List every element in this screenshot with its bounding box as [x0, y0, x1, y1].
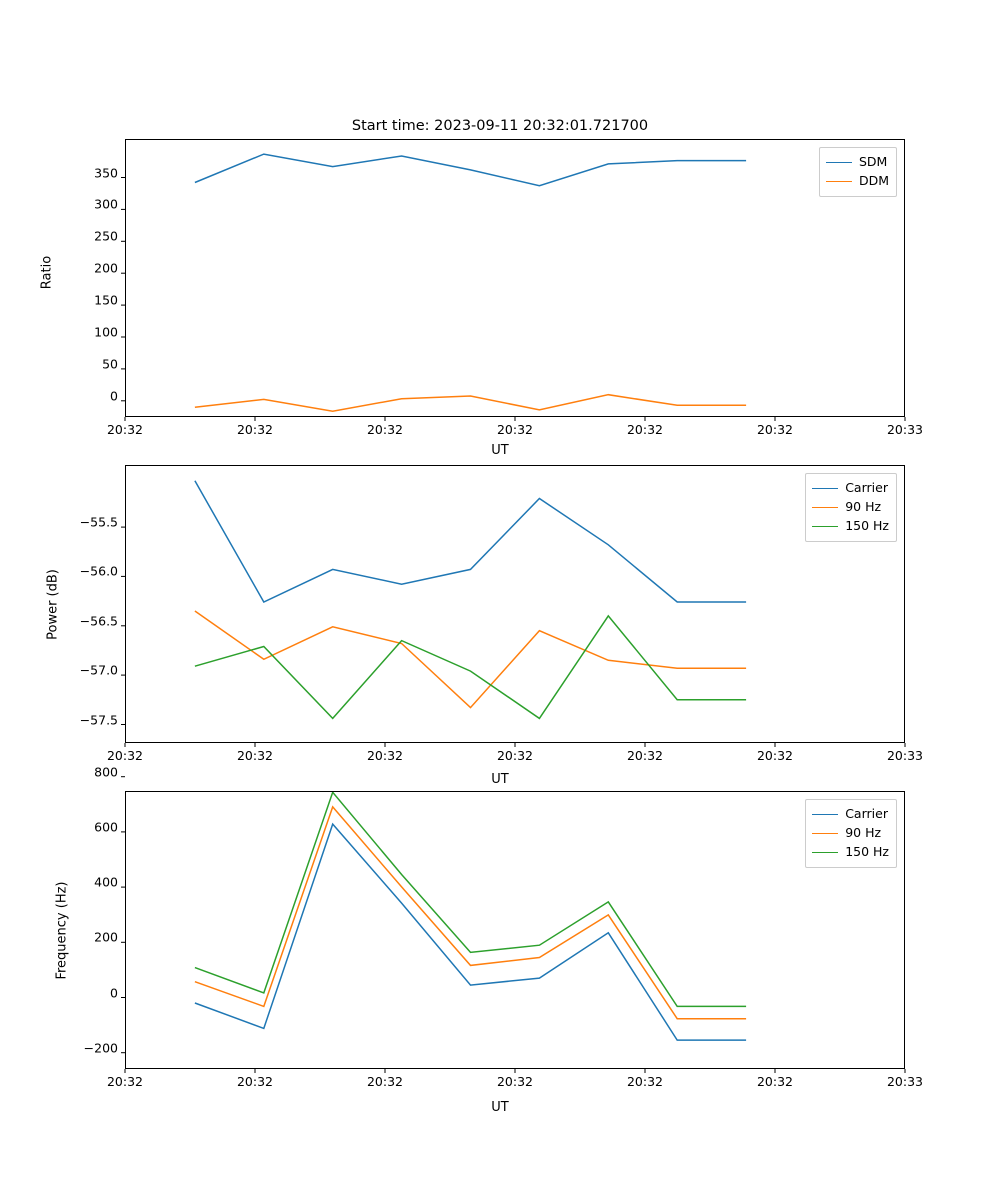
legend-label-150hz: 150 Hz	[845, 518, 889, 534]
panel2-xtick-5: 20:32	[756, 748, 794, 763]
panel1-xtick-1: 20:32	[236, 422, 274, 437]
panel2-xtick-1: 20:32	[236, 748, 274, 763]
panel2-xtick-3: 20:32	[496, 748, 534, 763]
panel3-ylabel: Frequency (Hz)	[54, 881, 70, 980]
panel3-lines	[126, 792, 904, 1068]
panel1-ytick-0: 0	[110, 388, 118, 404]
panel1-ytick-1: 50	[102, 356, 118, 372]
legend-label-90hz: 90 Hz	[845, 499, 882, 515]
panel3-ytick-0: −200	[83, 1040, 118, 1056]
panel2-xtick-2: 20:32	[366, 748, 404, 763]
panel3-ytick-1: 0	[110, 985, 118, 1000]
panel2-ytick-1: −57.0	[79, 662, 118, 678]
panel3-legend	[805, 799, 897, 868]
legend-swatch-90hz-freq	[812, 833, 838, 834]
panel3-ytick-4: 600	[94, 819, 118, 835]
panel1-ytick-4: 200	[94, 260, 118, 276]
legend-label-ddm: DDM	[858, 173, 889, 189]
panel3-xtick-2: 20:32	[366, 1074, 404, 1089]
panel1-ytick-6: 300	[94, 196, 118, 212]
series-carrier-freq	[195, 824, 746, 1040]
panel2-xtick-4: 20:32	[626, 748, 664, 763]
legend-swatch-150hz-freq	[812, 852, 838, 853]
panel3-ytick-3: 400	[94, 874, 118, 890]
panel2-ylabel: Power (dB)	[45, 569, 61, 640]
panel1-ytick-3: 150	[94, 292, 118, 308]
legend-item-150hz-freq	[812, 843, 889, 862]
panel3-xtick-5: 20:32	[756, 1074, 794, 1089]
panel1-xtick-4: 20:32	[626, 422, 664, 437]
panel3-xlabel: UT	[491, 1100, 509, 1115]
panel1-ytick-5: 250	[94, 228, 118, 244]
figure-title: Start time: 2023-09-11 20:32:01.721700	[351, 118, 649, 134]
panel3-ytick-5: 800	[94, 764, 118, 780]
panel1-xlabel: UT	[491, 443, 509, 458]
legend-label-150hz-freq: 150 Hz	[845, 844, 889, 860]
panel2-ytick-4: −55.5	[79, 514, 118, 530]
panel3-xtick-1: 20:32	[236, 1074, 274, 1089]
legend-item-90hz-freq	[812, 824, 889, 843]
panel1-ytick-7: 350	[94, 165, 118, 180]
legend-label-carrier: Carrier	[845, 480, 888, 496]
panel3-xtick-6: 20:33	[886, 1074, 924, 1089]
panel3-plot-area	[125, 791, 905, 1069]
panel2-xlabel: UT	[491, 772, 509, 787]
panel3-xtick-3: 20:32	[496, 1074, 534, 1089]
panel3-xtick-0: 20:32	[106, 1074, 144, 1089]
panel1-ytick-2: 100	[94, 324, 118, 340]
panel3-xtick-4: 20:32	[626, 1074, 664, 1089]
panel1-xtick-6: 20:33	[886, 422, 924, 437]
panel3-ytick-2: 200	[94, 929, 118, 945]
panel1-xtick-3: 20:32	[496, 422, 534, 437]
legend-label-carrier-freq: Carrier	[845, 806, 888, 822]
legend-item-carrier-freq	[812, 805, 889, 824]
panel1-xtick-5: 20:32	[756, 422, 794, 437]
panel1-xtick-0: 20:32	[106, 422, 144, 437]
legend-label-90hz-freq: 90 Hz	[845, 825, 882, 841]
panel2-xtick-0: 20:32	[106, 748, 144, 763]
panel2-ytick-0: −57.5	[79, 712, 118, 727]
legend-label-sdm: SDM	[858, 154, 888, 170]
panel1-xtick-2: 20:32	[366, 422, 404, 437]
legend-swatch-carrier-freq	[812, 814, 838, 815]
series-150hz-freq	[195, 792, 746, 1006]
panel2-ytick-3: −56.0	[79, 563, 118, 579]
panel2-xtick-6: 20:33	[886, 748, 924, 763]
panel2-ytick-2: −56.5	[79, 613, 118, 629]
panel1-ylabel: Ratio	[39, 255, 55, 290]
